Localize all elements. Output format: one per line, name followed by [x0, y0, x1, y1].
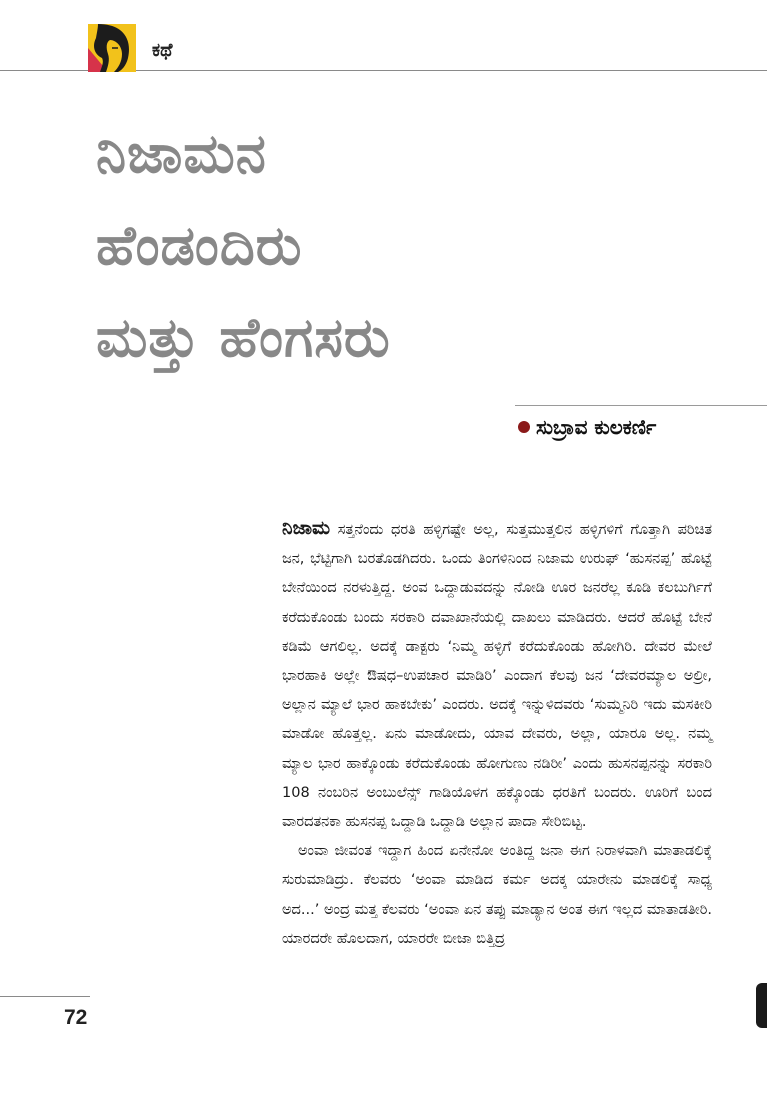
author-name: ಸುಬ್ರಾವ ಕುಲಕರ್ಣಿ: [536, 415, 657, 439]
title-line-1: ನಿಜಾಮನ: [96, 122, 267, 185]
article-paragraph-1: [282, 514, 712, 837]
author-byline: [518, 415, 656, 439]
story-title: [96, 108, 391, 384]
article-paragraph-2: ಅಂವಾ ಜೀವಂತ ಇದ್ದಾಗ ಹಿಂದ ಏನೇನೋ ಅಂತಿದ್ದ ಜನಾ ಈಗ ನಿರಾಳವಾಗಿ ಮಾತಾಡಲಿಕ್ಕೆ ಸುರುಮಾಡಿದ್ರು. ಕೆಲವರು ‘ಅಂವಾ ಮಾಡಿದ ಕರ್ಮ ಅದಕ್ಕ ಯಾರೇನು ಮಾಡಲಿಕ್ಕೆ ಸಾಧ್ಯ ಅದ...’ ಅಂದ್ರ ಮತ್ತ ಕೆಲವರು ‘ಅಂವಾ ಏನ ತಪ್ಪು ಮಾಡ್ಯಾನ ಅಂತ ಈಗ ಇಲ್ಲದ ಮಾತಾಡತೀರಿ. ಯಾರದರೇ ಹೊಲದಾಗ, ಯಾರರೇ ಬೀಜಾ ಬಿತ್ತಿದ್ರ: [282, 843, 712, 947]
footer-rule: [0, 996, 90, 997]
face-profile-illustration-icon: [88, 24, 136, 72]
page-number: 72: [64, 1006, 88, 1029]
bullet-dot-icon: [518, 421, 530, 433]
title-line-3: ಮತ್ತು ಹೆಂಗಸರು: [96, 306, 391, 369]
article-body: [282, 514, 712, 954]
page-edge-tab: [756, 983, 767, 1028]
title-line-2: ಹೆಂಡಂದಿರು: [96, 214, 303, 277]
section-label: ಕಥೆ: [152, 40, 173, 61]
lead-word: ನಿಜಾಮ: [282, 517, 331, 539]
byline-rule: [515, 405, 767, 406]
paragraph-1-text: ಸತ್ತನೆಂದು ಧರತಿ ಹಳ್ಳಿಗಷ್ಟೇ ಅಲ್ಲ, ಸುತ್ತಮುತ್ತಲಿನ ಹಳ್ಳಿಗಳಿಗೆ ಗೊತ್ತಾಗಿ ಪರಿಚಿತ ಜನ, ಭೆಟ್ಟಿಗಾಗಿ ಬರತೊಡಗಿದರು. ಒಂದು ತಿಂಗಳಿನಿಂದ ನಿಜಾಮ ಉರುಫ್ ‘ಹುಸನಪ್ಪ’ ಹೊಟ್ಟೆ ಬೇನೆಯಿಂದ ನರಳುತ್ತಿದ್ದ. ಅಂವ ಒದ್ದಾಡುವದನ್ನು ನೋಡಿ ಊರ ಜನರೆಲ್ಲ ಕೂಡಿ ಕಲಬುರ್ಗಿಗೆ ಕರೆದುಕೊಂಡು ಬಂದು ಸರಕಾರಿ ದವಾಖಾನೆಯಲ್ಲಿ ದಾಖಲು ಮಾಡಿದರು. ಆದರೆ ಹೊಟ್ಟೆ ಬೇನೆ ಕಡಿಮೆ ಆಗಲಿಲ್ಲ. ಅದಕ್ಕೆ ಡಾಕ್ಟರು ‘ನಿಮ್ಮ ಹಳ್ಳಿಗೆ ಕರೆದುಕೊಂಡು ಹೋಗಿರಿ. ದೇವರ ಮೇಲೆ ಭಾರಹಾಕಿ ಅಲ್ಲೇ ಔಷಧ–ಉಪಚಾರ ಮಾಡಿರಿ’ ಎಂದಾಗ ಕೆಲವು ಜನ ‘ದೇವರಮ್ಯಾಲ ಅಲ್ರೀ, ಅಲ್ಲಾನ ಮ್ಯಾಲೆ ಭಾರ ಹಾಕಬೇಕು’ ಎಂದರು. ಅದಕ್ಕೆ ಇನ್ನುಳಿದವರು ‘ಸುಮ್ಮನಿರಿ ಇದು ಮಸಕೀರಿ ಮಾಡೋ ಹೊತ್ತಲ್ಲ. ಏನು ಮಾಡೋದು, ಯಾವ ದೇವರು, ಅಲ್ಲಾ, ಯಾರೂ ಅಲ್ಲ. ನಮ್ಮ ಮ್ಯಾಲ ಭಾರ ಹಾಕ್ಕೊಂಡು ಕರೆದುಕೊಂಡು ಹೋಗುಣು ನಡಿರೀ’ ಎಂದು ಹುಸನಪ್ಪನನ್ನು ಸರಕಾರಿ 108 ನಂಬರಿನ ಅಂಬುಲೆನ್ಸ್ ಗಾಡಿಯೊಳಗ ಹಕ್ಕೊಂಡು ಧರತಿಗೆ ಬಂದರು. ಊರಿಗೆ ಬಂದ ವಾರದತನಕಾ ಹುಸನಪ್ಪ ಒದ್ದಾಡಿ ಒದ್ದಾಡಿ ಅಲ್ಲಾನ ಪಾದಾ ಸೇರಿಬಿಟ್ಟ.: [282, 522, 712, 831]
